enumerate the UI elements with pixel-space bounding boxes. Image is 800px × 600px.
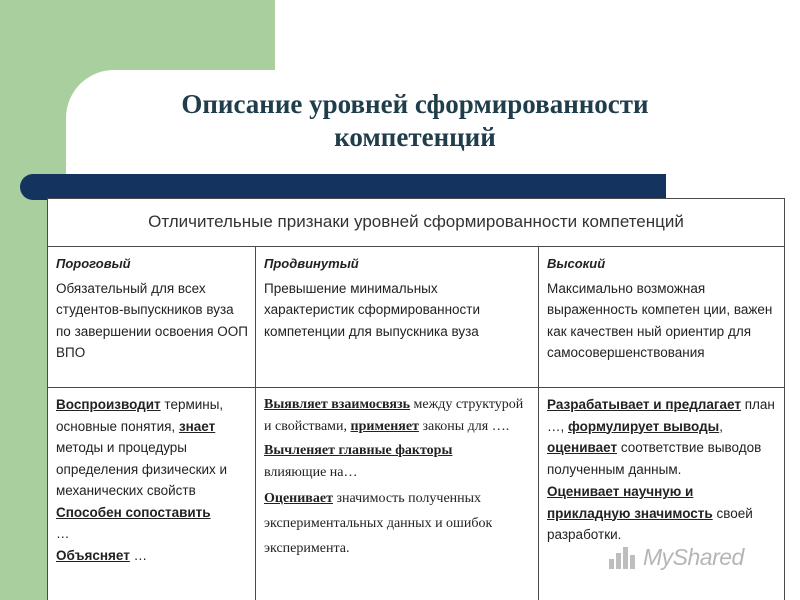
indicator-verb: Объясняет bbox=[56, 547, 130, 563]
indicator-text: , bbox=[719, 418, 723, 434]
indicator-cell-advanced bbox=[256, 388, 539, 600]
indicator-text: методы и процедуры определения физических и механических свойств bbox=[56, 440, 228, 498]
indicator-paragraph bbox=[56, 502, 248, 545]
indicator-verb: формулирует выводы bbox=[568, 418, 720, 434]
indicator-paragraph bbox=[56, 545, 248, 567]
indicator-cell-threshold bbox=[48, 388, 256, 600]
indicator-verb: Выявляет взаимосвязь bbox=[264, 397, 411, 412]
indicator-text: план …, bbox=[547, 397, 775, 434]
indicator-verb: Способен сопоставить bbox=[56, 504, 211, 520]
indicator-paragraph bbox=[264, 486, 531, 561]
level-name: Продвинутый bbox=[264, 256, 359, 271]
title-line-1: Описание уровней сформированности bbox=[181, 89, 649, 119]
indicator-paragraph bbox=[264, 394, 531, 437]
indicator-paragraph bbox=[56, 394, 248, 502]
indicator-text: термины, основные понятия, bbox=[56, 397, 224, 434]
indicator-verb: Оценивает bbox=[264, 491, 333, 506]
indicator-paragraph bbox=[547, 481, 777, 546]
level-cell-high bbox=[539, 247, 784, 387]
indicator-text: между структурой и свойствами, bbox=[264, 397, 524, 434]
indicator-verb: Разрабатывает и предлагает bbox=[547, 397, 741, 412]
title-line-2: компетенций bbox=[334, 122, 496, 152]
indicator-paragraph bbox=[264, 440, 531, 483]
indicator-verb: Вычленяет главные факторы bbox=[264, 443, 453, 458]
level-description: Превышение минимальных характеристик сформированности компетенции для выпускника вуза bbox=[264, 280, 481, 339]
watermark-logo-icon bbox=[607, 543, 637, 571]
watermark-text: MyShared bbox=[643, 543, 744, 570]
indicator-text: соответствие выводов полученным данным. bbox=[547, 440, 762, 477]
watermark bbox=[607, 540, 777, 574]
level-name: Высокий bbox=[547, 256, 606, 271]
indicator-text: значимость полученных экспериментальных данных и ошибок эксперимента. bbox=[264, 491, 493, 556]
indicator-text: … bbox=[56, 526, 70, 541]
indicator-text: … bbox=[129, 547, 148, 563]
decorative-bar bbox=[20, 174, 666, 200]
indicator-paragraph bbox=[547, 394, 777, 480]
indicator-verb: оценивает bbox=[547, 440, 618, 455]
indicator-text: своей разработки. bbox=[547, 505, 753, 542]
level-name: Пороговый bbox=[56, 256, 131, 271]
table-header: Отличительные признаки уровней сформированности компетенций bbox=[48, 199, 784, 247]
level-cell-threshold bbox=[48, 247, 256, 387]
level-description: Максимально возможная выраженность компетен ции, важен как качествен ный ориентир для самосовершенствования bbox=[547, 280, 773, 360]
indicator-text: законы для …. bbox=[418, 418, 510, 434]
indicator-text: влияющие на… bbox=[264, 464, 358, 480]
level-cell-advanced bbox=[256, 247, 539, 387]
indicator-verb: применяет bbox=[350, 418, 419, 434]
slide-title bbox=[100, 88, 730, 154]
level-description: Обязательный для всех студентов-выпускников вуза по завершении освоения ООП ВПО bbox=[56, 280, 248, 360]
table-row-levels bbox=[48, 247, 784, 388]
indicator-verb: Воспроизводит bbox=[56, 397, 161, 412]
indicator-verb: знает bbox=[178, 418, 216, 434]
indicator-verb: Оценивает научную и прикладную значимость bbox=[547, 484, 713, 521]
